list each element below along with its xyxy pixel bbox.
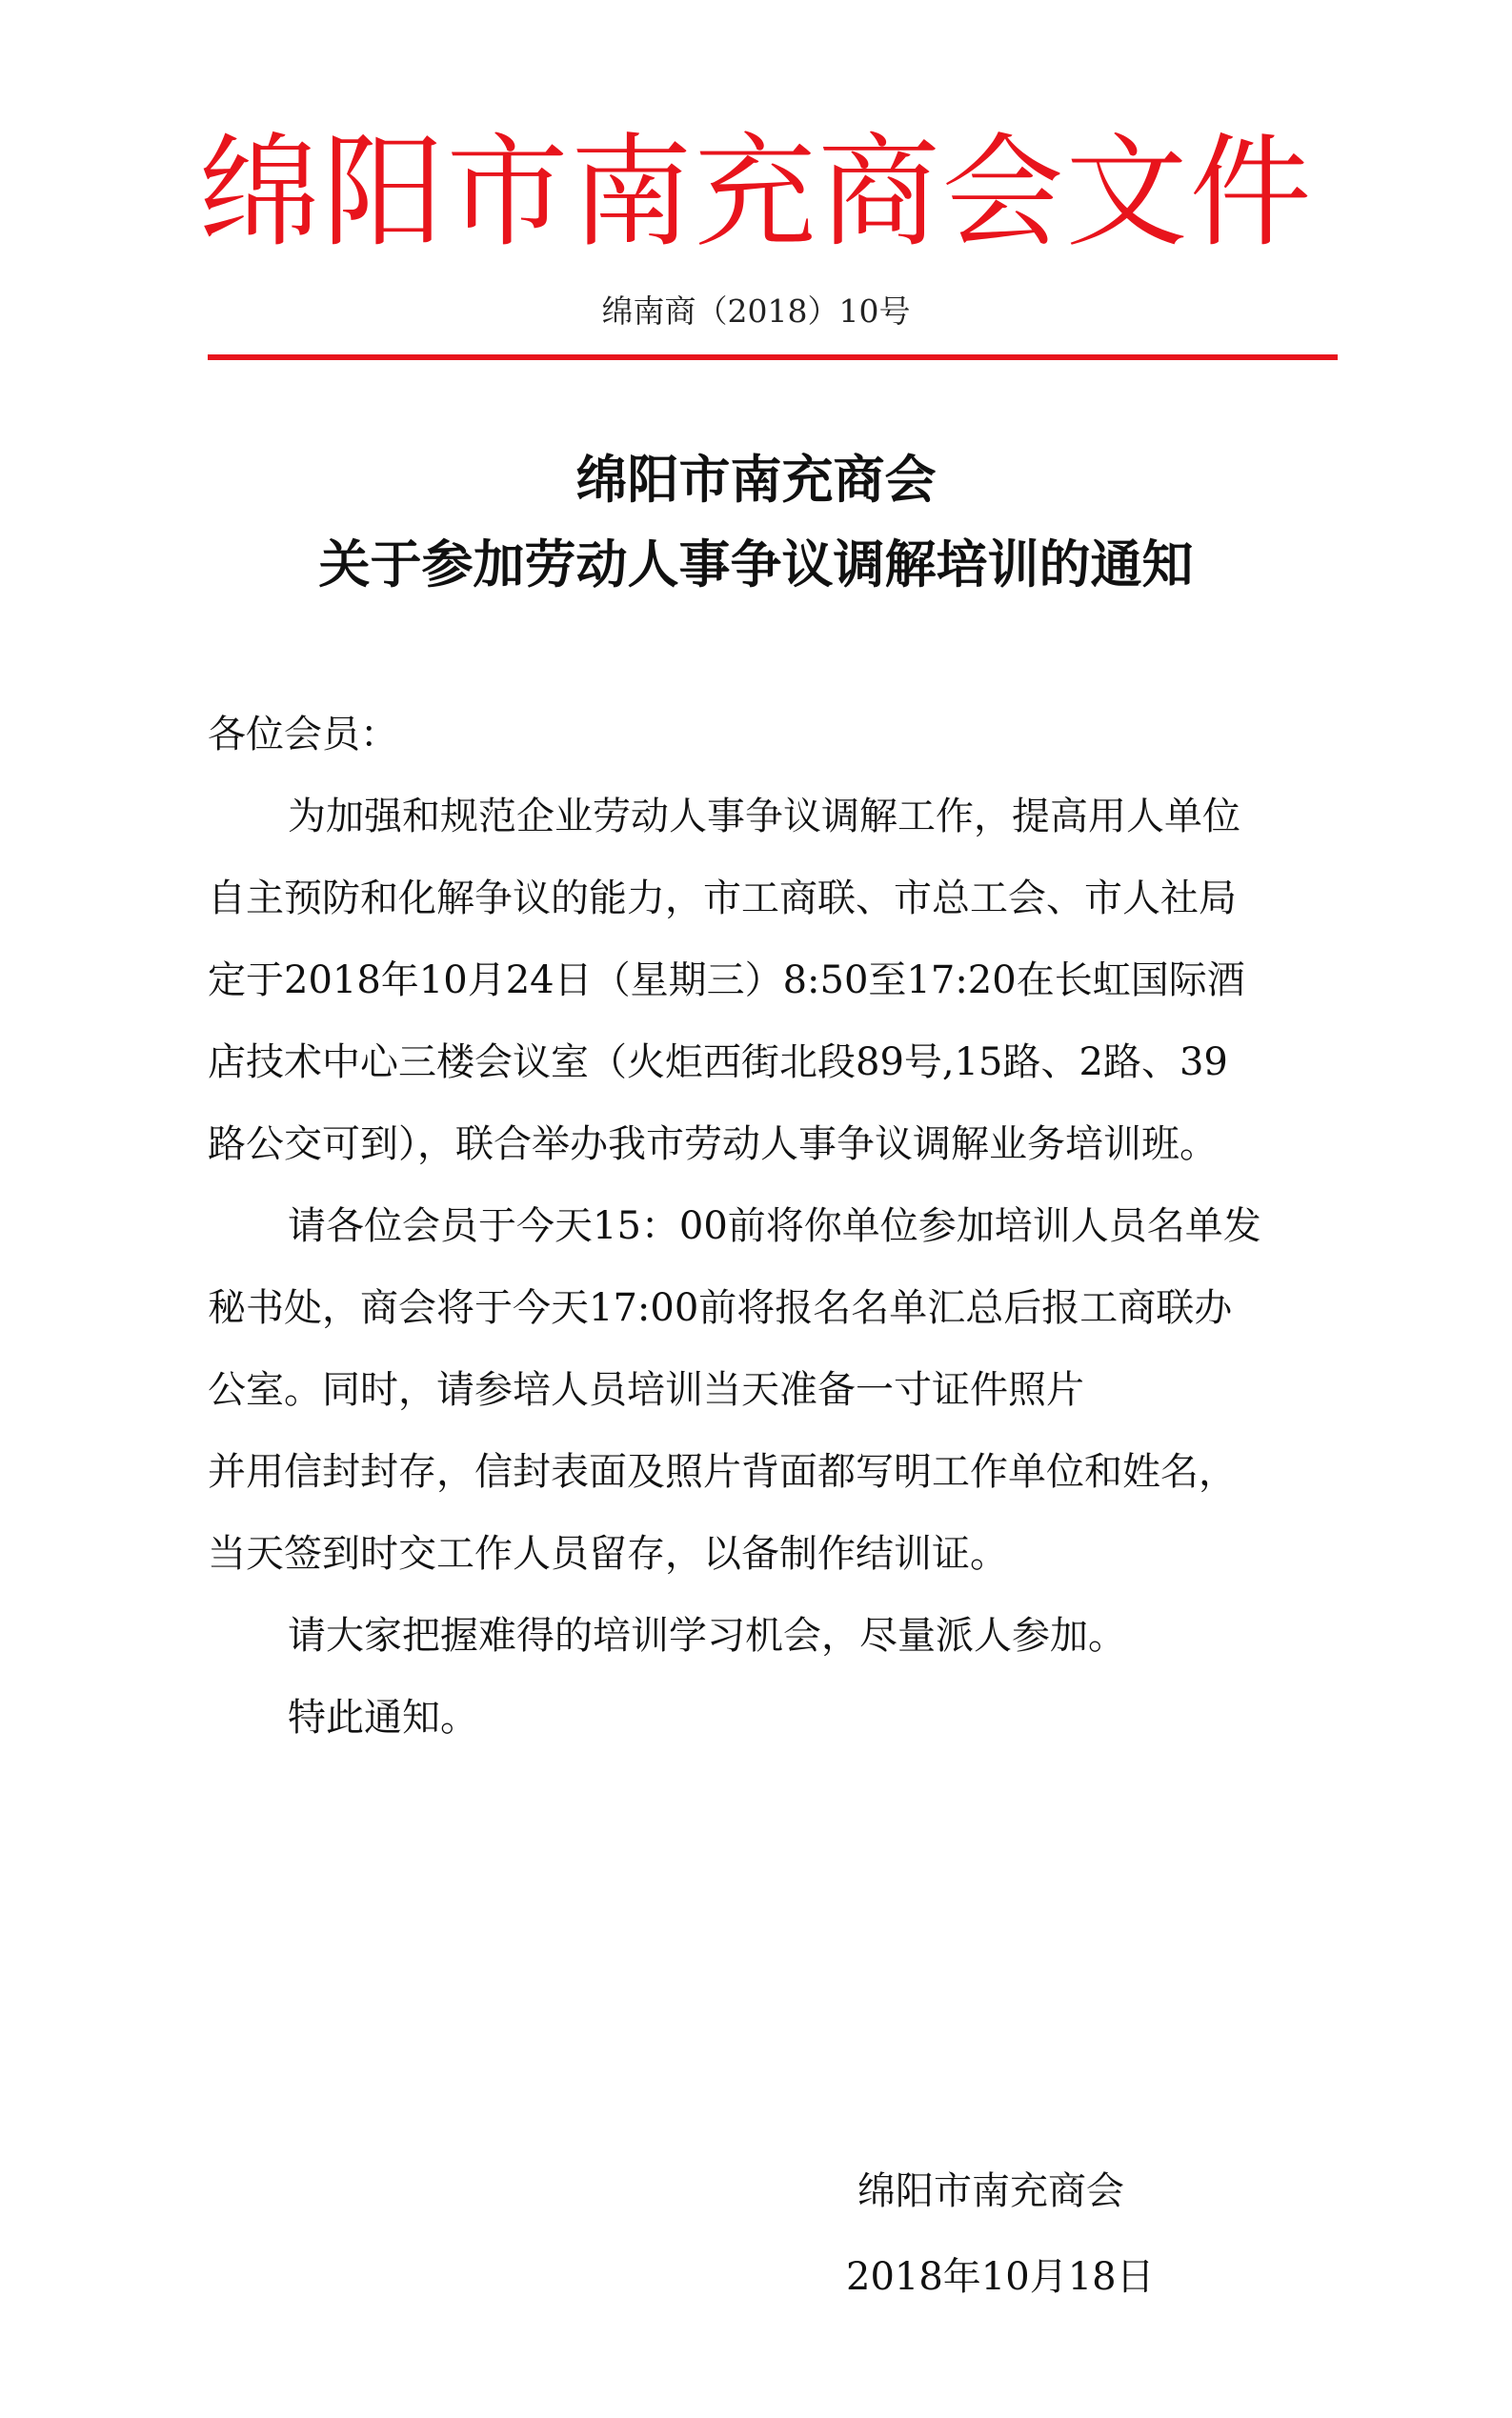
paragraph-2-line-5: 当天签到时交工作人员留存，以备制作结训证。 (208, 1532, 1008, 1576)
paragraph-2-line-1: 请各位会员于今天15：00前将你单位参加培训人员名单发 (288, 1204, 1261, 1248)
salutation: 各位会员： (208, 713, 398, 756)
paragraph-3: 请大家把握难得的培训学习机会，尽量派人参加。 (288, 1614, 1126, 1658)
paragraph-1-line-2: 自主预防和化解争议的能力，市工商联、市总工会、市人社局 (208, 877, 1237, 920)
paragraph-1-line-1: 为加强和规范企业劳动人事争议调解工作，提高用人单位 (288, 795, 1240, 838)
signature-date: 2018年10月18日 (846, 2255, 1155, 2299)
signature-organization: 绵阳市南充商会 (857, 2169, 1124, 2213)
paragraph-1-line-4: 店技术中心三楼会议室（火炬西街北段89号,15路、2路、39 (208, 1040, 1228, 1084)
paragraph-2-line-4: 并用信封封存，信封表面及照片背面都写明工作单位和姓名， (208, 1450, 1237, 1494)
paragraph-2-line-3: 公室。同时，请参培人员培训当天准备一寸证件照片 (208, 1368, 1084, 1412)
paragraph-1-line-5: 路公交可到），联合举办我市劳动人事争议调解业务培训班。 (208, 1122, 1218, 1166)
notice-title-line-2: 关于参加劳动人事争议调解培训的通知 (318, 534, 1194, 594)
paragraph-2-line-2: 秘书处，商会将于今天17:00前将报名名单汇总后报工商联办 (208, 1286, 1233, 1330)
closing-remark: 特此通知。 (288, 1696, 478, 1740)
paragraph-1-line-3: 定于2018年10月24日（星期三）8:50至17:20在长虹国际酒 (208, 958, 1245, 1002)
document-number: 绵南商（2018）10号 (601, 292, 911, 330)
masthead-title: 绵阳市南充商会文件 (198, 122, 1314, 264)
red-divider (208, 354, 1338, 360)
notice-body (208, 694, 1338, 1759)
notice-title-line-1: 绵阳市南充商会 (575, 449, 937, 510)
